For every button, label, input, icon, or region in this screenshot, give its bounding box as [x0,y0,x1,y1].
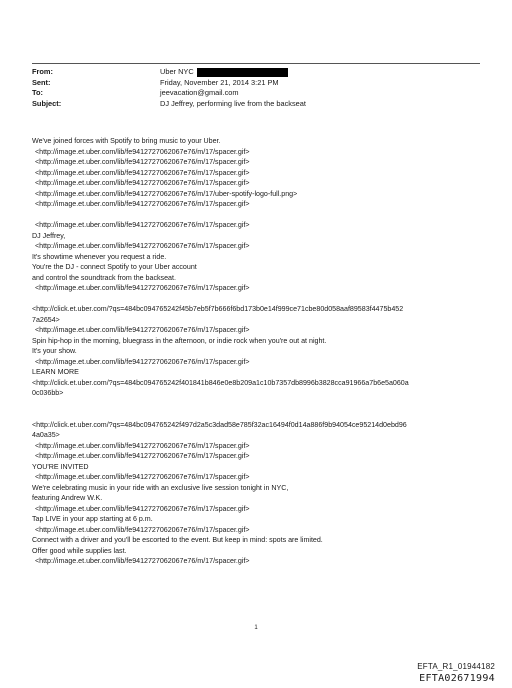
learn-more-label: LEARN MORE [32,368,79,376]
paragraph-greeting [32,220,480,294]
body-line: <http://image.et.uber.com/lib/fe9412727062067e76/m/17/spacer.gif> [35,357,250,366]
body-line: <http://image.et.uber.com/lib/fe9412727062067e76/m/17/spacer.gif> [35,147,250,156]
to-value: jeevacation@gmail.com [160,88,239,97]
body-line: <http://image.et.uber.com/lib/fe9412727062067e76/m/17/spacer.gif> [35,525,250,534]
page-number: 1 [254,625,258,631]
body-line: <http://image.et.uber.com/lib/fe9412727062067e76/m/17/spacer.gif> [35,221,250,229]
body-line: <http://image.et.uber.com/lib/fe9412727062067e76/m/17/spacer.gif> [35,242,250,250]
body-line: and control the soundtrack from the backseat. [32,273,176,282]
from-value: Uber NYC [160,67,194,76]
body-line: It's your show. [32,347,77,355]
body-line: <http://image.et.uber.com/lib/fe9412727062067e76/m/17/spacer.gif> [35,179,250,187]
body-line: <http://image.et.uber.com/lib/fe9412727062067e76/m/17/uber-spotify-logo-full.png> [35,189,298,198]
to-label: To: [32,88,43,97]
paragraph-invite [32,420,480,567]
body-link[interactable]: 4a0a35> [32,431,60,439]
body-line: You're the DJ - connect Spotify to your Uber account [32,263,197,271]
body-line: <http://image.et.uber.com/lib/fe9412727062067e76/m/17/spacer.gif> [35,441,250,450]
sent-value: Friday, November 21, 2014 3:21 PM [160,77,279,87]
efta-reference-large: EFTA02671994 [419,673,495,684]
body-line: Connect with a driver and you'll be escorted to the event. But keep in mind: spots are limited. [32,536,323,544]
body-line: <http://image.et.uber.com/lib/fe9412727062067e76/m/17/spacer.gif> [35,557,250,565]
body-link[interactable]: 7a2654> [32,315,60,324]
body-link[interactable]: <http://click.et.uber.com/?qs=484bc094765242f497d2a5c3dad58e785f32ac16494f0d14a886f9b94054ce95214d0ebd96 [32,420,407,429]
body-line: <http://image.et.uber.com/lib/fe9412727062067e76/m/17/spacer.gif> [35,504,250,513]
body-line: <http://image.et.uber.com/lib/fe9412727062067e76/m/17/spacer.gif> [35,284,250,292]
body-line: We've joined forces with Spotify to bring music to your Uber. [32,137,221,145]
body-line: Offer good while supplies last. [32,546,127,555]
redaction-box [197,68,288,77]
body-line: <http://image.et.uber.com/lib/fe9412727062067e76/m/17/spacer.gif> [35,158,250,166]
subject-row [32,99,472,110]
body-line: <http://image.et.uber.com/lib/fe9412727062067e76/m/17/spacer.gif> [35,452,250,460]
body-line: featuring Andrew W.K. [32,494,103,502]
header-rule [32,63,480,64]
paragraph-learn-more [32,304,480,399]
body-line: Tap LIVE in your app starting at 6 p.m. [32,515,153,523]
body-link[interactable]: 0c036bb> [32,389,64,397]
subject-label: Subject: [32,98,62,108]
body-line: <http://image.et.uber.com/lib/fe9412727062067e76/m/17/spacer.gif> [35,326,250,334]
sent-row [32,78,472,89]
invited-label: YOU'RE INVITED [32,462,89,471]
body-line: <http://image.et.uber.com/lib/fe9412727062067e76/m/17/spacer.gif> [35,168,250,177]
body-link[interactable]: <http://click.et.uber.com/?qs=484bc094765242f45b7eb5f7b666f6bd173b0e14f999ce71cbe80d058aaf89583f4475b452 [32,305,404,313]
body-line: DJ Jeffrey, [32,231,66,240]
body-line: <http://image.et.uber.com/lib/fe9412727062067e76/m/17/spacer.gif> [35,473,250,481]
body-line: <http://image.et.uber.com/lib/fe9412727062067e76/m/17/spacer.gif> [35,200,250,208]
efta-reference-small: EFTA_R1_01944182 [417,662,495,671]
paragraph-intro [32,136,480,210]
subject-value: DJ Jeffrey, performing live from the backseat [160,98,306,108]
body-line: It's showtime whenever you request a ride. [32,252,167,261]
body-line: We're celebrating music in your ride with an exclusive live session tonight in NYC, [32,483,289,492]
to-row [32,88,472,99]
sent-label: Sent: [32,77,51,87]
body-link[interactable]: <http://click.et.uber.com/?qs=484bc094765242f401841b846e0e8b209a1c10b7357db8996b3828cca91966a7b6e5a060a [32,378,409,387]
from-row [32,67,472,78]
from-label: From: [32,67,53,76]
email-body [32,136,480,567]
email-header [32,67,472,109]
body-line: Spin hip-hop in the morning, bluegrass in the afternoon, or indie rock when you're out at night. [32,336,327,345]
